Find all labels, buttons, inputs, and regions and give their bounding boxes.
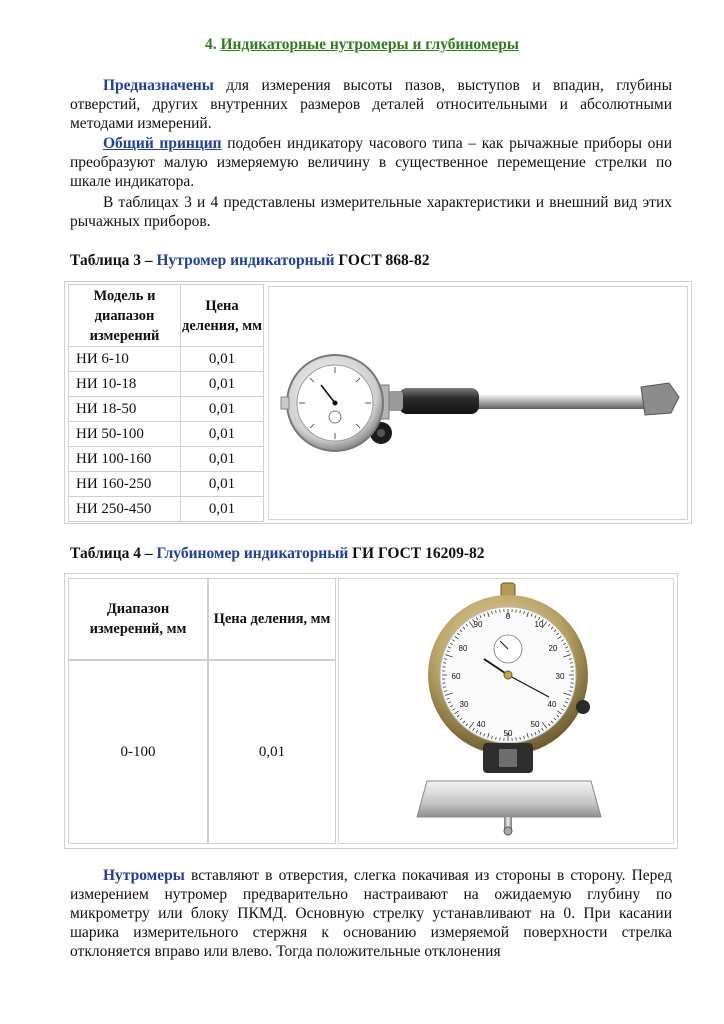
- table3-model-cell: НИ 10-18: [69, 372, 181, 397]
- table3-value-cell: 0,01: [181, 497, 264, 522]
- table4-price-cell: 0,01: [208, 660, 336, 844]
- table3-header-model: Модель и диапазон измерений: [69, 285, 181, 347]
- table3-value-cell: 0,01: [181, 347, 264, 372]
- table3-model-cell: НИ 18-50: [69, 397, 181, 422]
- table3-value-cell: 0,01: [181, 372, 264, 397]
- intro-text-3: В таблицах 3 и 4 представлены измерительные характеристики и внешний вид этих рычажных приборов.: [70, 194, 672, 230]
- svg-text:20: 20: [548, 644, 558, 653]
- table3-model-cell: НИ 100-160: [69, 447, 181, 472]
- table-row: [69, 422, 264, 447]
- bore-gauge-image: [268, 286, 688, 520]
- table4-caption-prefix: Таблица 4 –: [70, 545, 157, 562]
- outro-lead: Нутромеры: [103, 867, 185, 884]
- bore-gauge-icon: [269, 287, 687, 519]
- svg-text:50: 50: [530, 720, 540, 729]
- svg-text:80: 80: [458, 644, 468, 653]
- table3-caption: [70, 252, 429, 270]
- table3-value-cell: 0,01: [181, 447, 264, 472]
- table3-caption-name: Нутромер индикаторный: [156, 252, 335, 269]
- intro-paragraph-1: [70, 76, 672, 133]
- svg-text:90: 90: [473, 620, 483, 629]
- table3-value-cell: 0,01: [181, 472, 264, 497]
- table-row: [69, 397, 264, 422]
- svg-text:0: 0: [505, 612, 511, 621]
- outro-text: вставляют в отверстия, слегка покачивая из стороны в сторону. Перед измерением нутромер предварительно настраивают на ожидаемую глубину по микрометру или блоку ПКМД. Основную стрелку устанавливают на 0. При касании шарика измерительного стержня к основанию измеряемой поверхности стрелка отклоняется вправо или влево. Тогда положительные отклонения: [70, 867, 672, 960]
- table4-caption: [70, 545, 485, 563]
- svg-text:30: 30: [555, 672, 565, 681]
- intro-text-1: для измерения высоты пазов, выступов и впадин, глубины отверстий, других внутренних размеров деталей относительными и абсолютными методами измерений.: [70, 77, 672, 132]
- svg-text:60: 60: [451, 672, 461, 681]
- table4-header-range: Диапазон измерений, мм: [68, 578, 208, 660]
- table3-model-cell: НИ 250-450: [69, 497, 181, 522]
- table-row: [69, 447, 264, 472]
- svg-text:30: 30: [459, 700, 469, 709]
- table-row: [69, 497, 264, 522]
- table4-range-cell: 0-100: [68, 660, 208, 844]
- outro-paragraph: [70, 866, 672, 961]
- depth-gauge-image: [338, 578, 674, 844]
- section-title: Индикаторные нутромеры и глубиномеры: [220, 36, 519, 53]
- table3-caption-standard: ГОСТ 868-82: [334, 252, 430, 269]
- table3-model-cell: НИ 6-10: [69, 347, 181, 372]
- intro-paragraph-3: [70, 193, 672, 231]
- svg-text:40: 40: [476, 720, 486, 729]
- intro-lead-2: Общий принцип: [103, 135, 222, 152]
- svg-text:40: 40: [547, 700, 557, 709]
- svg-text:50: 50: [503, 729, 513, 738]
- table4-caption-name: Глубиномер индикаторный: [156, 545, 349, 562]
- intro-paragraph-2: [70, 134, 672, 191]
- section-number: 4.: [205, 36, 217, 53]
- table3-value-cell: 0,01: [181, 397, 264, 422]
- table3-model-cell: НИ 160-250: [69, 472, 181, 497]
- table-row: [69, 347, 264, 372]
- table3: [68, 284, 264, 522]
- intro-text-2: подобен индикатору часового типа – как рычажные приборы они преобразуют малую измеряемую величину в существенное перемещение стрелки по шкале индикатора.: [70, 135, 672, 190]
- table4-header-price: Цена деления, мм: [208, 578, 336, 660]
- table3-header-price: Цена деления, мм: [181, 285, 264, 347]
- svg-text:10: 10: [534, 620, 544, 629]
- table-row: [69, 472, 264, 497]
- intro-lead-1: Предназначены: [103, 77, 214, 94]
- table3-value-cell: 0,01: [181, 422, 264, 447]
- depth-gauge-icon: [339, 579, 673, 843]
- section-heading: [0, 36, 724, 54]
- table3-model-cell: НИ 50-100: [69, 422, 181, 447]
- table3-caption-prefix: Таблица 3 –: [70, 252, 157, 269]
- table4-caption-standard: ГИ ГОСТ 16209-82: [348, 545, 485, 562]
- table-row: [69, 372, 264, 397]
